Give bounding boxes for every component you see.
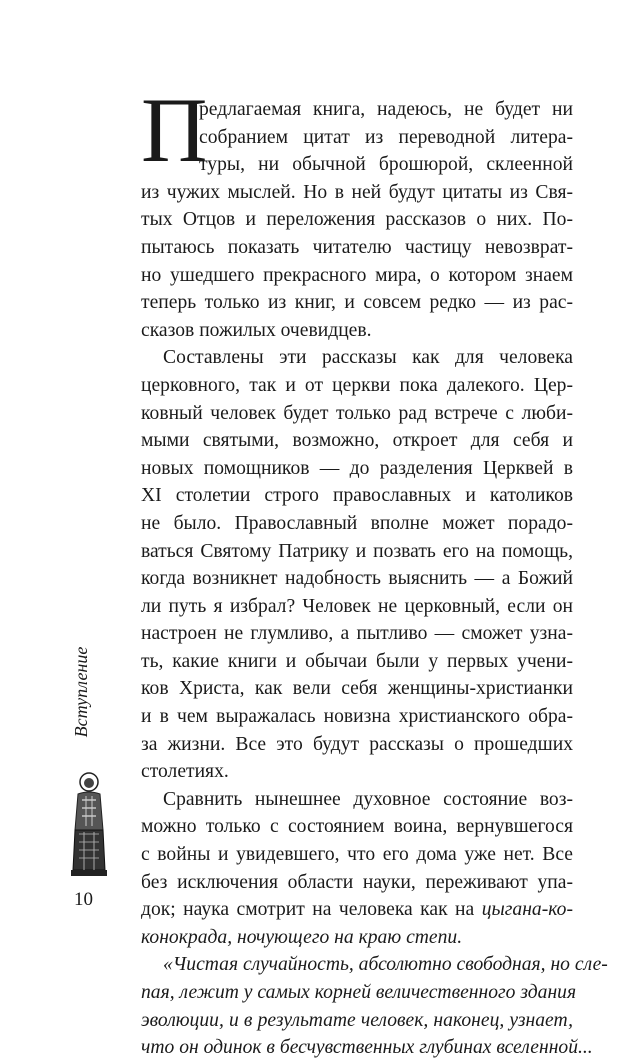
text-line: Составлены эти рассказы как для человека [163, 347, 573, 369]
quote-paragraph [141, 951, 608, 1061]
text-line: столетиях. [141, 761, 229, 783]
text-line: ваться Святому Патрику и позвать его на помощь, [141, 540, 573, 562]
text-line: редлагаемая книга, надеюсь, не будет ни [199, 99, 573, 120]
section-title: Вступление [71, 646, 91, 738]
text-line: за жизни. Все это будут рассказы о прошедших [141, 733, 573, 755]
text-line: туры, ни обычной брошюрой, склеенной [199, 154, 573, 176]
text-line: пая, лежит у самых корней величественного здания [141, 982, 577, 1003]
text-line: эволюции, и в результате человек, наконец, узнает, [141, 1009, 573, 1031]
text-line: и в чем выражалась новизна христианского обра- [141, 706, 573, 728]
text-line: ковный человек будет только рад встрече с люби- [141, 402, 573, 424]
text-line: тых Отцов и переложения рассказов о них. По- [141, 209, 573, 231]
saint-icon [70, 770, 108, 880]
text-line: Сравнить нынешнее духовное состояние воз- [163, 788, 573, 810]
text-line: пытаюсь показать читателю частицу невозврат- [141, 236, 573, 258]
text-line: ков Христа, как вели себя женщины-христианки [141, 678, 573, 700]
text-line: ть, какие книги и обычаи были у первых учени- [141, 650, 573, 672]
text-line: что он одинок в бесчувственных глубинах вселенной... [141, 1037, 593, 1059]
text-line: XI столетии строго православных и католиков [141, 485, 573, 507]
paragraph-2 [141, 344, 573, 786]
text-line-mixed [141, 896, 573, 924]
text-line: без исключения области науки, переживают упа- [141, 871, 573, 893]
text-line: собранием цитат из переводной литера- [199, 126, 573, 148]
text-line: когда возникнет надобность выяснить — а Божий [141, 568, 573, 590]
paragraph-1 [141, 79, 573, 344]
text-line: можно только с состоянием воина, вернувшегося [141, 816, 573, 838]
page-number: 10 [74, 889, 93, 910]
text-line: но ушедшего прекрасного мира, о котором знаем [141, 264, 573, 286]
paragraph-3 [141, 786, 573, 952]
text-line: мыми святыми, возможно, откроет для себя и [141, 430, 573, 452]
text-line: с войны и увидевшего, что его дома уже нет. Все [141, 844, 573, 866]
text-fragment: док; наука смотрит на человека как на [141, 899, 475, 921]
text-line: сказов пожилых очевидцев. [141, 319, 372, 341]
text-line: новых помощников — до разделения Церквей в [141, 457, 573, 479]
text-line: теперь только из книг, и совсем редко — из рас- [141, 292, 573, 314]
drop-cap: П [141, 79, 208, 181]
text-line: настроен не глумливо, а пытливо — сможет узна- [141, 623, 573, 645]
text-line: ли путь я избрал? Человек не церковный, если он [141, 595, 573, 617]
text-line: церковного, так и от церкви пока далекого. Цер- [141, 374, 573, 396]
text-line: «Чистая случайность, абсолютно свободная, но сле- [163, 954, 608, 976]
text-line: конокрада, ночующего на краю степи. [141, 926, 463, 948]
body-text [141, 79, 608, 1062]
text-line: не было. Православный вполне может порадо- [141, 512, 573, 534]
text-line: из чужих мыслей. Но в ней будут цитаты из Свя- [141, 181, 573, 203]
italic-fragment: цыгана-ко- [481, 899, 573, 921]
